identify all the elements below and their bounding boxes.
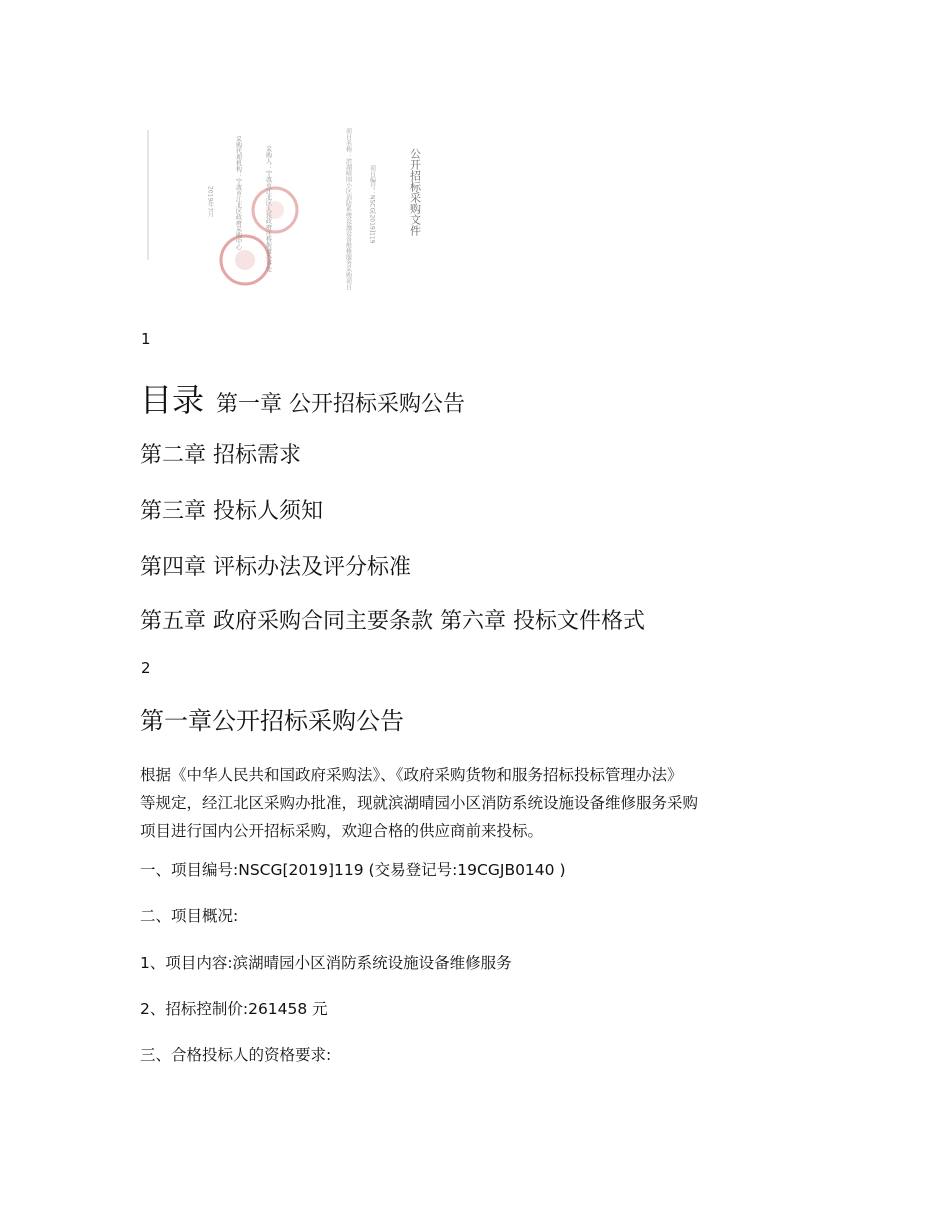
toc-title: 目录 [140, 381, 205, 419]
cover-scan-svg [140, 100, 440, 300]
item-price: 2、招标控制价:261458 元 [140, 1000, 328, 1018]
item-qualification: 三、合格投标人的资格要求: [140, 1046, 332, 1064]
cover-title: 公开招标采购文件 [408, 148, 422, 236]
toc-title-line [140, 378, 465, 428]
page-number-1: 1 [141, 330, 151, 348]
cover-date: 2019年7月 [206, 186, 214, 218]
cover-project-name: 项目名称：滨湖晴园小区消防系统设施设备维修服务采购项目 [344, 128, 352, 290]
chapter-heading: 第一章公开招标采购公告 [140, 707, 404, 735]
page-number-2: 2 [141, 659, 151, 677]
intro-line-2: 等规定，经江北区采购办批准，现就滨湖晴园小区消防系统设施设备维修服务采购 [140, 794, 699, 812]
toc-item-5[interactable]: 第五章 政府采购合同主要条款 第六章 投标文件格式 [140, 609, 645, 634]
intro-line-1: 根据《中华人民共和国政府采购法》、《政府采购货物和服务招标投标管理办法》 [140, 766, 683, 784]
item-project-no: 一、项目编号:NSCG[2019]119 (交易登记号:19CGJB0140 ) [140, 861, 566, 879]
cover-project-no: 项目编号：NSCG[2019]119 [368, 165, 376, 244]
toc-item-4[interactable]: 第四章 评标办法及评分标准 [140, 555, 411, 580]
toc-item-2[interactable]: 第二章 招标需求 [140, 443, 301, 468]
cover-scan-image [140, 100, 440, 300]
intro-line-3: 项目进行国内公开招标采购，欢迎合格的供应商前来投标。 [140, 822, 544, 840]
item-content: 1、项目内容:滨湖晴园小区消防系统设施设备维修服务 [140, 954, 512, 972]
item-overview: 二、项目概况: [140, 907, 239, 925]
toc-item-1[interactable]: 第一章 公开招标采购公告 [216, 392, 466, 417]
cover-agency: 采购代理机构：宁波市江北区政府采购中心 [234, 136, 242, 250]
cover-purchaser: 采购人：宁波市江北区人民政府庄桥街道办事处 [264, 146, 272, 272]
toc-item-3[interactable]: 第三章 投标人须知 [140, 499, 323, 524]
intro-paragraph [140, 761, 820, 845]
